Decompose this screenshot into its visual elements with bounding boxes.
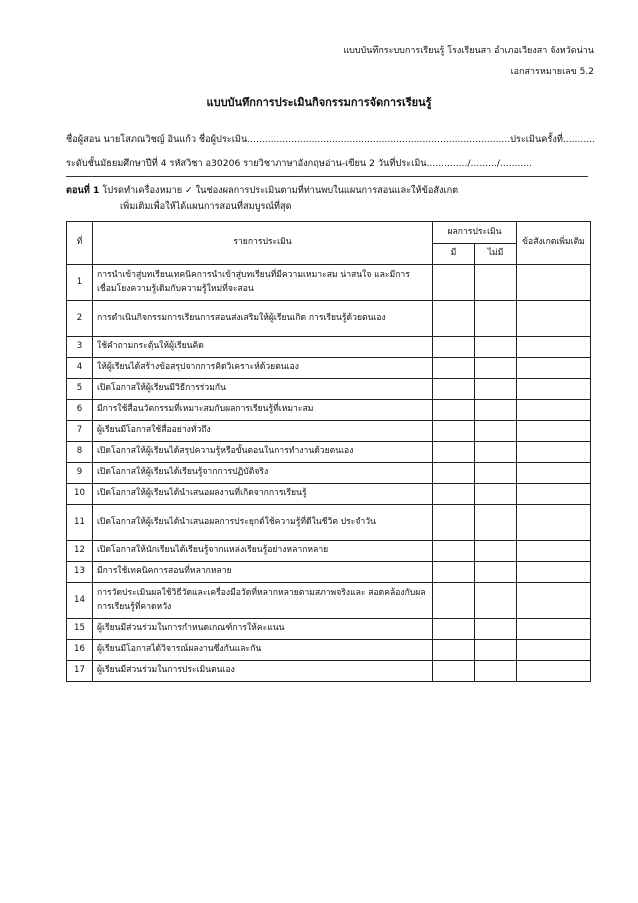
result-no-cell[interactable] [475,265,517,301]
section-label: ตอนที่ 1 [66,185,100,196]
table-row [67,661,591,682]
row-number: 9 [67,463,93,484]
row-item-text: เปิดโอกาสให้ผู้เรียนได้นำเสนอผลการประยุกต์ใช้ความรู้ที่ดีในชีวิต ประจำวัน [93,505,433,541]
note-cell[interactable] [517,265,591,301]
header-document-number: เอกสารหมายเลข 5.2 [510,67,594,77]
row-number: 10 [67,484,93,505]
table-row [67,265,591,301]
column-header-yes: มี [433,244,475,265]
column-header-number: ที่ [67,222,93,265]
note-cell[interactable] [517,301,591,337]
result-yes-cell[interactable] [433,505,475,541]
table-row [67,379,591,400]
row-item-text: ใช้คำถามกระตุ้นให้ผู้เรียนคิด [93,337,433,358]
result-no-cell[interactable] [475,640,517,661]
note-cell[interactable] [517,619,591,640]
row-number: 13 [67,562,93,583]
row-number: 12 [67,541,93,562]
row-item-text: ผู้เรียนมีส่วนร่วมในการกำหนดเกณฑ์การให้คะแนน [93,619,433,640]
result-yes-cell[interactable] [433,583,475,619]
instruction-block [66,183,596,215]
row-number: 14 [67,583,93,619]
table-row [67,337,591,358]
table-row [67,619,591,640]
row-item-text: เปิดโอกาสให้นักเรียนได้เรียนรู้จากแหล่งเรียนรู้อย่างหลากหลาย [93,541,433,562]
table-row [67,400,591,421]
row-item-text: เปิดโอกาสให้ผู้เรียนได้นำเสนอผลงานที่เกิดจากการเรียนรู้ [93,484,433,505]
row-number: 1 [67,265,93,301]
row-number: 17 [67,661,93,682]
result-no-cell[interactable] [475,505,517,541]
column-header-result: ผลการประเมิน [433,222,517,244]
result-no-cell[interactable] [475,421,517,442]
divider-line [66,176,588,177]
result-no-cell[interactable] [475,583,517,619]
note-cell[interactable] [517,505,591,541]
column-header-note: ข้อสังเกตเพิ่มเติม [517,222,591,265]
note-cell[interactable] [517,583,591,619]
instruction-text-after: ในช่องผลการประเมินตามที่ท่านพบในแผนการสอนและให้ข้อสังเกต [195,185,459,196]
row-item-text: การวัดประเมินผลใช้วิธีวัดและเครื่องมือวัดที่หลากหลายตามสภาพจริงและ สอดคล้องกับผลการเรียนรู้ที่คาดหวัง [93,583,433,619]
note-cell[interactable] [517,541,591,562]
table-row [67,541,591,562]
row-item-text: มีการใช้เทคนิคการสอนที่หลากหลาย [93,562,433,583]
row-item-text: ให้ผู้เรียนได้สร้างข้อสรุปจากการคิดวิเคราะห์ด้วยตนเอง [93,358,433,379]
result-yes-cell[interactable] [433,442,475,463]
note-cell[interactable] [517,421,591,442]
note-cell[interactable] [517,358,591,379]
row-number: 3 [67,337,93,358]
note-cell[interactable] [517,337,591,358]
table-row [67,421,591,442]
table-row [67,583,591,619]
note-cell[interactable] [517,640,591,661]
result-no-cell[interactable] [475,337,517,358]
row-item-text: ผู้เรียนมีโอกาสใช้สื่ออย่างทั่วถึง [93,421,433,442]
result-yes-cell[interactable] [433,358,475,379]
evaluation-table [66,221,591,682]
result-no-cell[interactable] [475,463,517,484]
note-cell[interactable] [517,562,591,583]
result-yes-cell[interactable] [433,301,475,337]
page-title: แบบบันทึกการประเมินกิจกรรมการจัดการเรียนรู้ [206,96,432,109]
note-cell[interactable] [517,379,591,400]
header-school-line: แบบบันทึกระบบการเรียนรู้ โรงเรียนสา อำเภอเวียงสา จังหวัดน่าน [343,46,594,56]
result-no-cell[interactable] [475,484,517,505]
result-yes-cell[interactable] [433,640,475,661]
result-yes-cell[interactable] [433,619,475,640]
row-item-text: การนำเข้าสู่บทเรียนเทคนิคการนำเข้าสู่บทเรียนที่มีความเหมาะสม น่าสนใจ และมีการเชื่อมโยงความรู้เดิมกับความรู้ใหม่ที่จะสอน [93,265,433,301]
result-no-cell[interactable] [475,562,517,583]
note-cell[interactable] [517,463,591,484]
table-row [67,442,591,463]
row-number: 7 [67,421,93,442]
column-header-item: รายการประเมิน [93,222,433,265]
result-no-cell[interactable] [475,358,517,379]
info-teacher-line: ชื่อผู้สอน นายโสภณวิชญ์ อินแก้ว ชื่อผู้ประเมิน..........................................................................................ประเมินครั้งที่........... [66,134,595,145]
row-number: 16 [67,640,93,661]
row-number: 15 [67,619,93,640]
table-row [67,358,591,379]
result-yes-cell[interactable] [433,400,475,421]
result-yes-cell[interactable] [433,379,475,400]
row-item-text: ผู้เรียนมีโอกาสได้วิจารณ์ผลงานซึ่งกันและกัน [93,640,433,661]
row-number: 4 [67,358,93,379]
table-row [67,463,591,484]
table-row [67,505,591,541]
result-yes-cell[interactable] [433,421,475,442]
table-row [67,301,591,337]
result-no-cell[interactable] [475,400,517,421]
row-item-text: เปิดโอกาสให้ผู้เรียนได้สรุปความรู้หรือขั้นตอนในการทำงานด้วยตนเอง [93,442,433,463]
result-yes-cell[interactable] [433,265,475,301]
row-item-text: เปิดโอกาสให้ผู้เรียนมีวิธีการร่วมกัน [93,379,433,400]
row-number: 11 [67,505,93,541]
checkmark-icon: ✓ [185,185,193,196]
result-yes-cell[interactable] [433,541,475,562]
column-header-no: ไม่มี [475,244,517,265]
result-no-cell[interactable] [475,301,517,337]
info-class-line: ระดับชั้นมัธยมศึกษาปีที่ 4 รหัสวิชา อ30206 รายวิชาภาษาอังกฤษอ่าน-เขียน 2 วันที่ประเมิน............../........./........... [66,158,533,169]
row-item-text: การดำเนินกิจกรรมการเรียนการสอนส่งเสริมให้ผู้เรียนเกิด การเรียนรู้ด้วยตนเอง [93,301,433,337]
row-number: 2 [67,301,93,337]
row-item-text: ผู้เรียนมีส่วนร่วมในการประเมินตนเอง [93,661,433,682]
result-no-cell[interactable] [475,442,517,463]
result-yes-cell[interactable] [433,337,475,358]
table-row [67,484,591,505]
row-number: 6 [67,400,93,421]
result-no-cell[interactable] [475,661,517,682]
note-cell[interactable] [517,442,591,463]
note-cell[interactable] [517,484,591,505]
result-yes-cell[interactable] [433,661,475,682]
instruction-line-2: เพิ่มเติมเพื่อให้ได้แผนการสอนที่สมบูรณ์ที่สุด [120,201,292,212]
table-row [67,562,591,583]
result-no-cell[interactable] [475,619,517,640]
note-cell[interactable] [517,661,591,682]
row-number: 8 [67,442,93,463]
instruction-text-before: โปรดทำเครื่องหมาย [102,185,183,196]
result-yes-cell[interactable] [433,484,475,505]
result-no-cell[interactable] [475,379,517,400]
row-item-text: มีการใช้สื่อนวัตกรรมที่เหมาะสมกับผลการเรียนรู้ที่เหมาะสม [93,400,433,421]
note-cell[interactable] [517,400,591,421]
result-no-cell[interactable] [475,541,517,562]
table-row [67,640,591,661]
result-yes-cell[interactable] [433,562,475,583]
row-item-text: เปิดโอกาสให้ผู้เรียนได้เรียนรู้จากการปฏิบัติจริง [93,463,433,484]
row-number: 5 [67,379,93,400]
result-yes-cell[interactable] [433,463,475,484]
